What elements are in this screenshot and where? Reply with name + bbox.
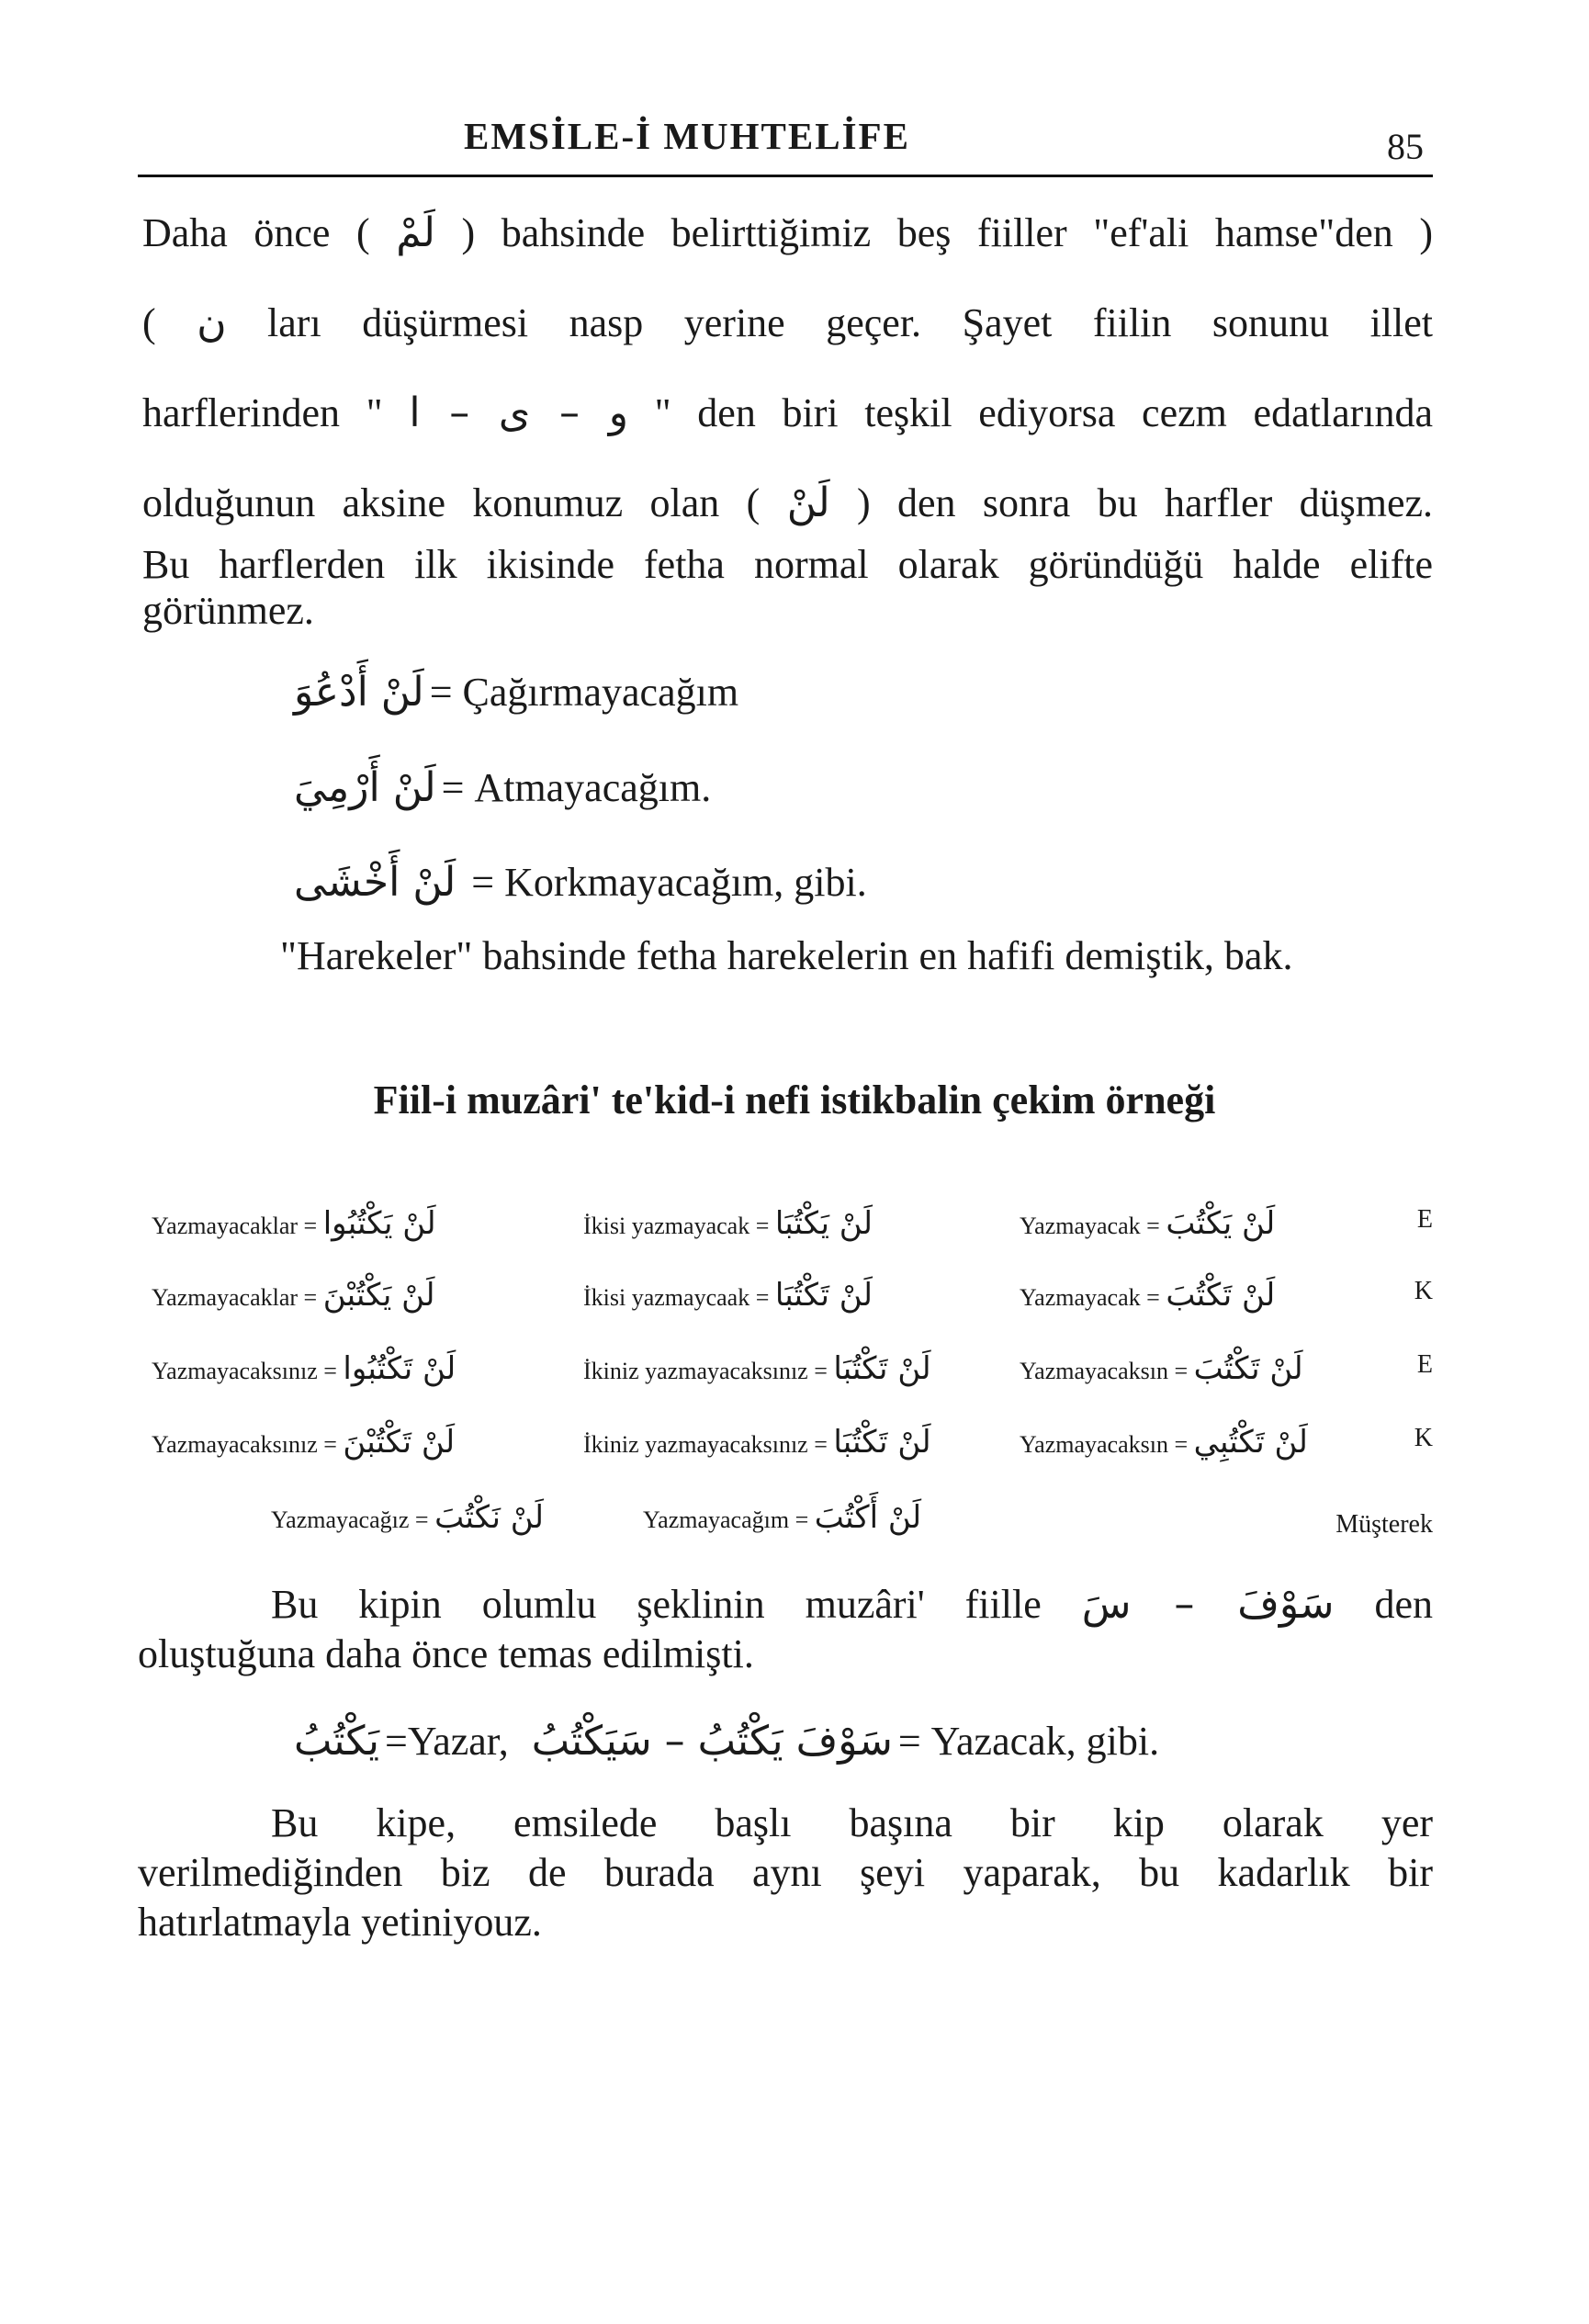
gender-mark: E bbox=[1416, 1350, 1433, 1379]
closing-line-2: oluştuğuna daha önce temas edilmişti. bbox=[138, 1631, 754, 1676]
table-row: Yazmayacaksınız = لَنْ تَكْتُبْنَ İkiniz yazmayacaksınız = لَنْ تَكْتُبَا Yazmayacaksın = لَنْ تَكْتُبِي K bbox=[152, 1424, 1433, 1461]
yazar-example: يَكْتُبُ =Yazar, سَوْفَ يَكْتُبُ – سَيَكْتُبُ = Yazacak, gibi. bbox=[294, 1718, 1160, 1765]
table-row: Yazmayacaklar = لَنْ يَكْتُبُوا İkisi yazmayacak = لَنْ يَكْتُبَا Yazmayacak = لَنْ يَكْتُبَ E bbox=[152, 1205, 1433, 1242]
closing-line-1: Bu kipin olumlu şeklinin muzâri' fiille سَوْفَ – سَ den bbox=[271, 1581, 1434, 1628]
arabic-illet-letters: و – ى – ا bbox=[409, 389, 628, 436]
gender-mark: K bbox=[1414, 1424, 1433, 1452]
closing-line-5: verilmediğinden biz de burada aynı şeyi yaparak, bu kadarlık bir bbox=[138, 1850, 1433, 1895]
page-number: 85 bbox=[1387, 126, 1424, 167]
intro-paragraph bbox=[142, 188, 1433, 548]
intro-line-5: Bu harflerden ilk ikisinde fetha normal olarak göründüğü halde elifte bbox=[142, 542, 1433, 587]
intro-paragraph-2 bbox=[142, 542, 1433, 634]
example-1: لَنْ أَدْعُوَ = Çağırmayacağım bbox=[294, 669, 739, 716]
gender-mark: K bbox=[1414, 1277, 1433, 1305]
intro-line-3: harflerinden " و – ى – ا " den biri teşkil ediyorsa cezm edatlarında bbox=[142, 389, 1433, 436]
page-header bbox=[138, 108, 1433, 177]
closing-paragraph-1 bbox=[138, 1580, 1433, 1679]
table-row: Yazmayacağız = لَنْ نَكْتُبَ Yazmayacağım = لَنْ أَكْتُبَ Müşterek bbox=[271, 1499, 1433, 1539]
gender-mark: E bbox=[1416, 1205, 1433, 1234]
section-title: Fiil-i muzâri' te'kid-i nefi istikbalin çekim örneği bbox=[373, 1077, 1216, 1123]
intro-line-2: ( ن ları düşürmesi nasp yerine geçer. Şayet fiilin sonunu illet bbox=[142, 299, 1434, 346]
example-2: لَنْ أَرْمِيَ = Atmayacağım. bbox=[294, 764, 712, 811]
harekeler-note: "Harekeler" bahsinde fetha harekelerin en hafifi demiştik, bak. bbox=[280, 933, 1293, 978]
running-title: EMSİLE-İ MUHTELİFE bbox=[464, 115, 910, 157]
intro-line-4: olduğunun aksine konumuz olan ( لَنْ ) den sonra bu harfler düşmez. bbox=[142, 479, 1434, 526]
arabic-len: لَنْ bbox=[786, 479, 830, 526]
closing-line-6: hatırlatmayla yetiniyouz. bbox=[138, 1900, 542, 1945]
closing-line-4: Bu kipe, emsilede başlı başına bir kip olarak yer bbox=[271, 1800, 1433, 1845]
arabic-sevfe: سَوْفَ – سَ bbox=[1081, 1581, 1335, 1628]
intro-line-1: Daha önce ( لَمْ ) bahsinde belirttiğimiz beş fiiller "ef'ali hamse"den ) bbox=[142, 209, 1433, 256]
arabic-nun: ن bbox=[197, 299, 227, 346]
table-row: Yazmayacaksınız = لَنْ تَكْتُبُوا İkiniz yazmayacaksınız = لَنْ تَكْتُبَا Yazmayacaksın = لَنْ تَكْتُبَ E bbox=[152, 1350, 1433, 1387]
example-3: لَنْ أَخْشَى = Korkmayacağım, gibi. bbox=[294, 859, 867, 906]
gender-mark: Müşterek bbox=[1335, 1510, 1433, 1539]
table-row: Yazmayacaklar = لَنْ يَكْتُبْنَ İkisi yazmaycaak = لَنْ تَكْتُبَا Yazmayacak = لَنْ تَكْتُبَ K bbox=[152, 1277, 1433, 1314]
closing-paragraph-2 bbox=[138, 1799, 1433, 1947]
intro-line-6: görünmez. bbox=[142, 588, 314, 633]
arabic-lam: لَمْ bbox=[396, 209, 435, 256]
